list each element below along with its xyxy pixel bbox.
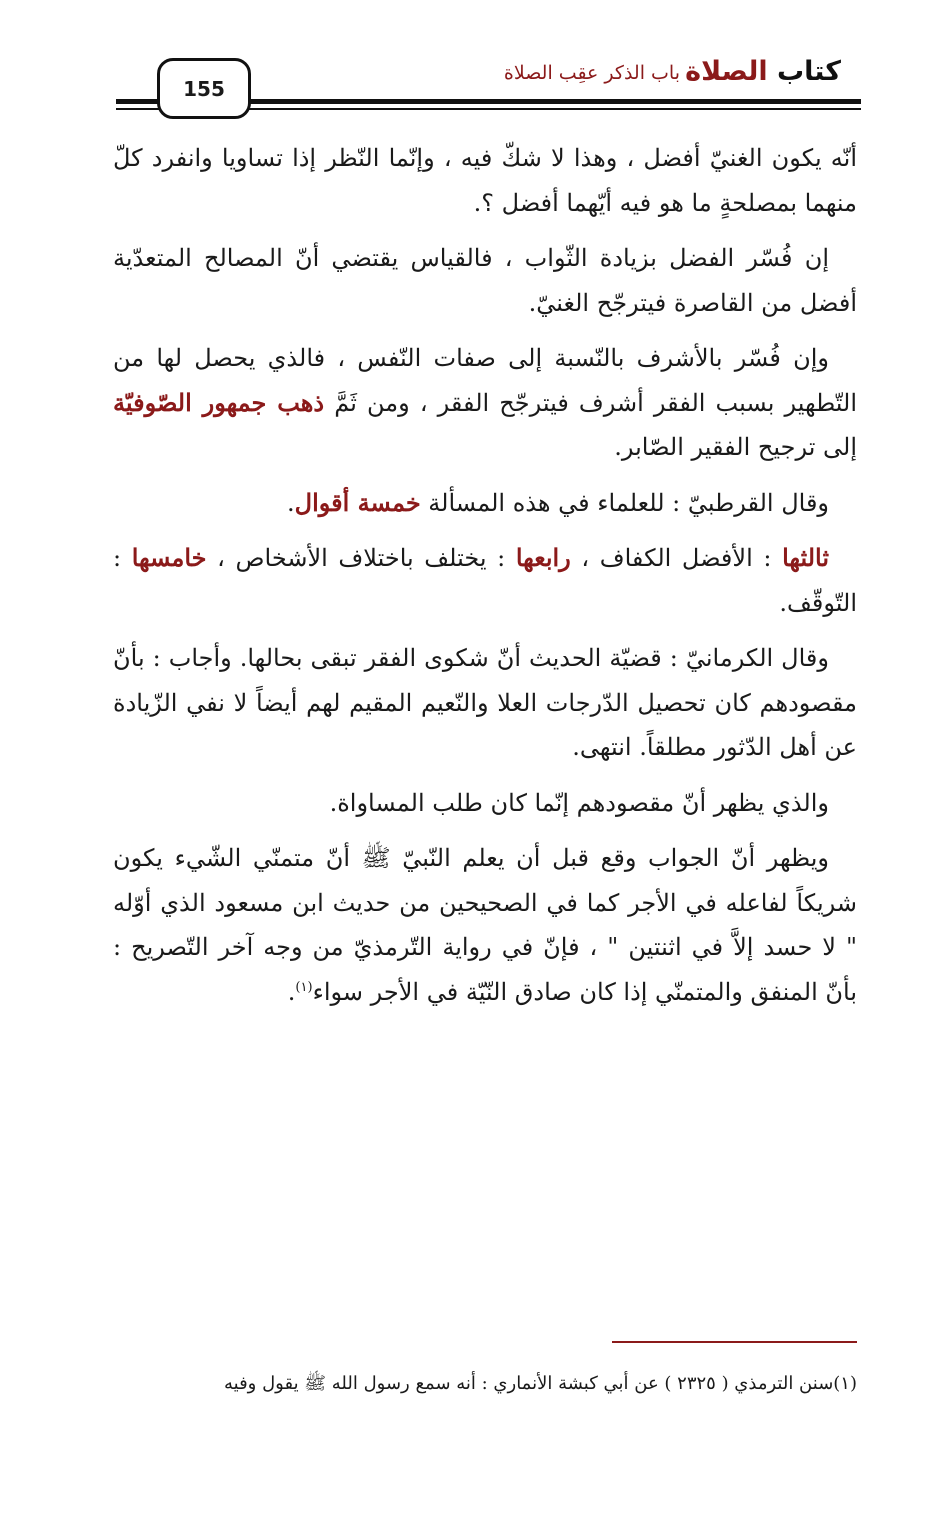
paragraph <box>113 481 857 526</box>
text-run: إلى ترجيح الفقير الصّابر. <box>614 433 857 461</box>
book-title-kitab: كتاب <box>767 56 841 87</box>
page-number: 155 <box>157 58 251 119</box>
text-run: ويظهر أنّ الجواب وقع قبل أن يعلم النّبيّ ﷺ أنّ متمنّي الشّيء يكون شريكاً لفاعله في الأجر كما في الصحيحين من حديث ابن مسعود الذي أوّله " لا حسد إلاَّ في اثنتين " ، فإنّ في رواية التّرمذيّ من وجه آخر التّصريح : بأنّ المنفق والمتمنّي إذا كان صادق النّيّة في الأجر سواء <box>113 844 857 1006</box>
book-title-salah: الصلاة <box>685 56 768 87</box>
text-run: : يختلف باختلاف الأشخاص ، <box>206 544 516 572</box>
highlighted-term: رابعها <box>515 543 571 572</box>
highlighted-term: ذهب جمهور الصّوفيّة <box>113 387 325 417</box>
paragraph <box>113 781 857 826</box>
book-title <box>685 56 841 87</box>
paragraph <box>113 836 857 1014</box>
body-text <box>113 136 857 1025</box>
highlighted-term: خمسة أقوال <box>294 487 421 517</box>
text-run: وإن فُسّر بالأشرف بالنّسبة إلى صفات النّفس ، فالذي يحصل لها من التّطهير بسبب الفقر أشرف فيترجّح الفقر ، ومن ثَمَّ <box>113 344 858 417</box>
footnote-marker: (١) <box>295 979 313 995</box>
footnote-separator <box>612 1341 857 1343</box>
chapter-title: باب الذكر عقِب الصلاة <box>503 62 680 84</box>
text-run: : الأفضل الكفاف ، <box>570 544 783 572</box>
page-header <box>0 0 945 120</box>
paragraph <box>113 536 857 625</box>
text-run: إن فُسّر الفضل بزيادة الثّواب ، فالقياس يقتضي أنّ المصالح المتعدّية أفضل من القاصرة فيترجّح الغنيّ. <box>113 244 857 317</box>
text-run: أنّه يكون الغنيّ أفضل ، وهذا لا شكّ فيه ، وإنّما النّظر إذا تساويا وانفرد كلّ منهما بمصلحةٍ ما هو فيه أيّهما أفضل ؟. <box>113 144 857 217</box>
paragraph <box>113 236 857 325</box>
text-run: وقال القرطبيّ : للعلماء في هذه المسألة <box>420 488 829 517</box>
paragraph <box>113 336 857 470</box>
highlighted-term: خامسها <box>131 543 207 572</box>
paragraph <box>113 136 857 225</box>
highlighted-term: ثالثها <box>782 543 830 572</box>
paragraph <box>113 636 857 770</box>
footnote: (١)سنن الترمذي ( ٢٣٢٥ ) عن أبي كبشة الأنماري : أنه سمع رسول الله ﷺ يقول وفيه <box>223 1373 857 1394</box>
text-run: وقال الكرمانيّ : قضيّة الحديث أنّ شكوى الفقر تبقى بحالها. وأجاب : بأنّ مقصودهم كان تحصيل الدّرجات العلا والنّعيم المقيم لهم أيضاً لا نفي الزّيادة عن أهل الدّثور مطلقاً. انتهى. <box>113 644 857 761</box>
text-run: : التّوقّف. <box>113 544 857 617</box>
text-run: . <box>287 488 295 517</box>
text-run: والذي يظهر أنّ مقصودهم إنّما كان طلب المساواة. <box>329 788 829 817</box>
text-run: . <box>287 977 296 1006</box>
